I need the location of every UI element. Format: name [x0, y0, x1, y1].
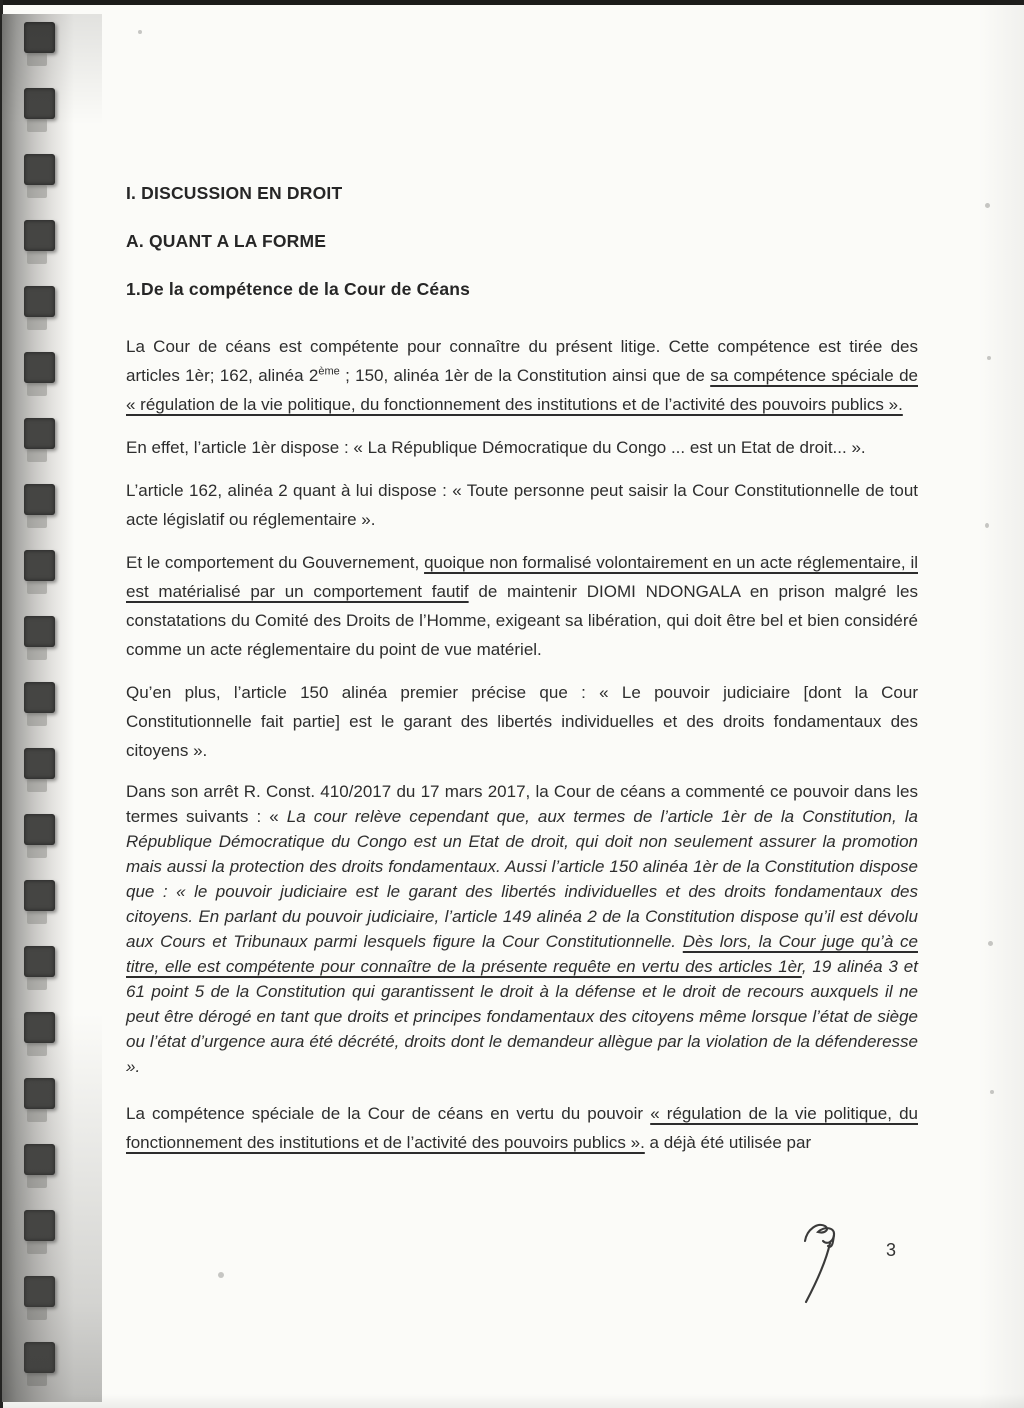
scan-speck	[218, 1272, 224, 1278]
scan-bottom-shade	[0, 1394, 1024, 1408]
scan-speck	[138, 30, 142, 34]
text-run: , 19 alinéa 3 et 61 point 5 de la Constitution qui garantissent le droit à la défense et le droit de recours auxquels il ne peut être dérogé en tant que droits et principes fondamentaux des citoyens même lorsque l’état de siège ou l’état d’urgence aura été décrété, droits dont le demandeur allègue par la violation de la défenderesse ».	[126, 957, 918, 1076]
text-run: La Cour de céans est compétente pour connaître du présent litige. Cette compétence est tirée des articles 1èr; 162, alinéa 2	[126, 337, 918, 385]
text-run: ; 150, alinéa 1èr de la Constitution ainsi que de	[339, 366, 711, 385]
binding-shadow	[2, 14, 102, 1402]
paragraph	[126, 332, 918, 419]
text-run: « régulation de la vie politique, du fonctionnement des institutions et de l’activité des pouvoirs publics ».	[126, 1104, 918, 1152]
text-run: L’article 162, alinéa 2 quant à lui dispose : « Toute personne peut saisir la Cour Constitutionnelle de tout acte législatif ou réglementaire ».	[126, 481, 918, 529]
paragraph	[126, 678, 918, 765]
text-run: En effet, l’article 1èr dispose : « La République Démocratique du Congo ... est un Etat de droit... ».	[126, 438, 866, 457]
paragraph	[126, 433, 918, 462]
paragraph	[126, 779, 918, 1079]
text-run: Dès lors, la Cour juge qu’à ce titre, elle est compétente pour connaître de la présente requête en vertu des articles 1èr	[126, 932, 918, 976]
handwritten-signature-mark	[799, 1220, 847, 1305]
paragraph	[126, 1099, 918, 1157]
scan-speck	[985, 523, 989, 528]
text-run: sa compétence spéciale de « régulation de la vie politique, du fonctionnement des institutions et de l’activité des pouvoirs publics ».	[126, 366, 918, 414]
text-run: Et le comportement du Gouvernement,	[126, 553, 425, 572]
document-content	[126, 182, 918, 1171]
paragraph	[126, 476, 918, 534]
text-run: quoique non formalisé volontairement en un acte réglementaire, il est matérialisé par un comportement fautif	[126, 553, 918, 601]
text-run: de maintenir DIOMI NDONGALA en prison malgré les constatations du Comité des Droits de l’Homme, exigeant sa libération, qui doit être bel et bien considéré comme un acte réglementaire du point de vue matériel.	[126, 582, 918, 659]
text-run: Qu’en plus, l’article 150 alinéa premier précise que : « Le pouvoir judiciaire [dont la Cour Constitutionnelle fait partie] est le garant des libertés individuelles et des droits fondamentaux des citoyens ».	[126, 683, 918, 760]
paragraph	[126, 548, 918, 664]
scan-right-shade	[978, 0, 1024, 1408]
heading-quant-a-la-forme: A. QUANT A LA FORME	[126, 231, 327, 251]
heading-competence-cour-de-ceans: 1.De la compétence de la Cour de Céans	[126, 279, 471, 299]
heading-discussion-en-droit: I. DISCUSSION EN DROIT	[126, 183, 343, 203]
scan-speck	[987, 356, 991, 360]
scan-top-edge	[0, 0, 1024, 5]
text-run: La cour relève cependant que, aux termes de l’article 1èr de la Constitution, la République Démocratique du Congo est un Etat de droit, qui doit non seulement assurer la promotion mais aussi la protection des droits fondamentaux. Aussi l’article 150 alinéa 1èr de la Constitution dispose que : « le pouvoir judiciaire est le garant des libertés individuelles et des droits fondamentaux des citoyens. En parlant du pouvoir judiciaire, l’article 149 alinéa 2 de la Constitution dispose qu’il est dévolu aux Cours et Tribunaux parmi lesquels figure la Cour Constitutionnelle.	[126, 807, 918, 951]
scan-speck	[988, 941, 993, 946]
comb-binding-strip	[2, 14, 112, 1402]
page-number: 3	[886, 1240, 897, 1260]
text-run: Dans son arrêt R. Const. 410/2017 du 17 mars 2017, la Cour de céans a commenté ce pouvoir dans les termes suivants : «	[126, 782, 918, 826]
text-run: ème	[318, 365, 340, 378]
body-paragraphs	[126, 332, 918, 1157]
text-run: a déjà été utilisée par	[644, 1133, 812, 1152]
text-run: La compétence spéciale de la Cour de céans en vertu du pouvoir	[126, 1104, 651, 1123]
scan-speck	[990, 1090, 994, 1094]
scan-speck	[985, 203, 990, 208]
